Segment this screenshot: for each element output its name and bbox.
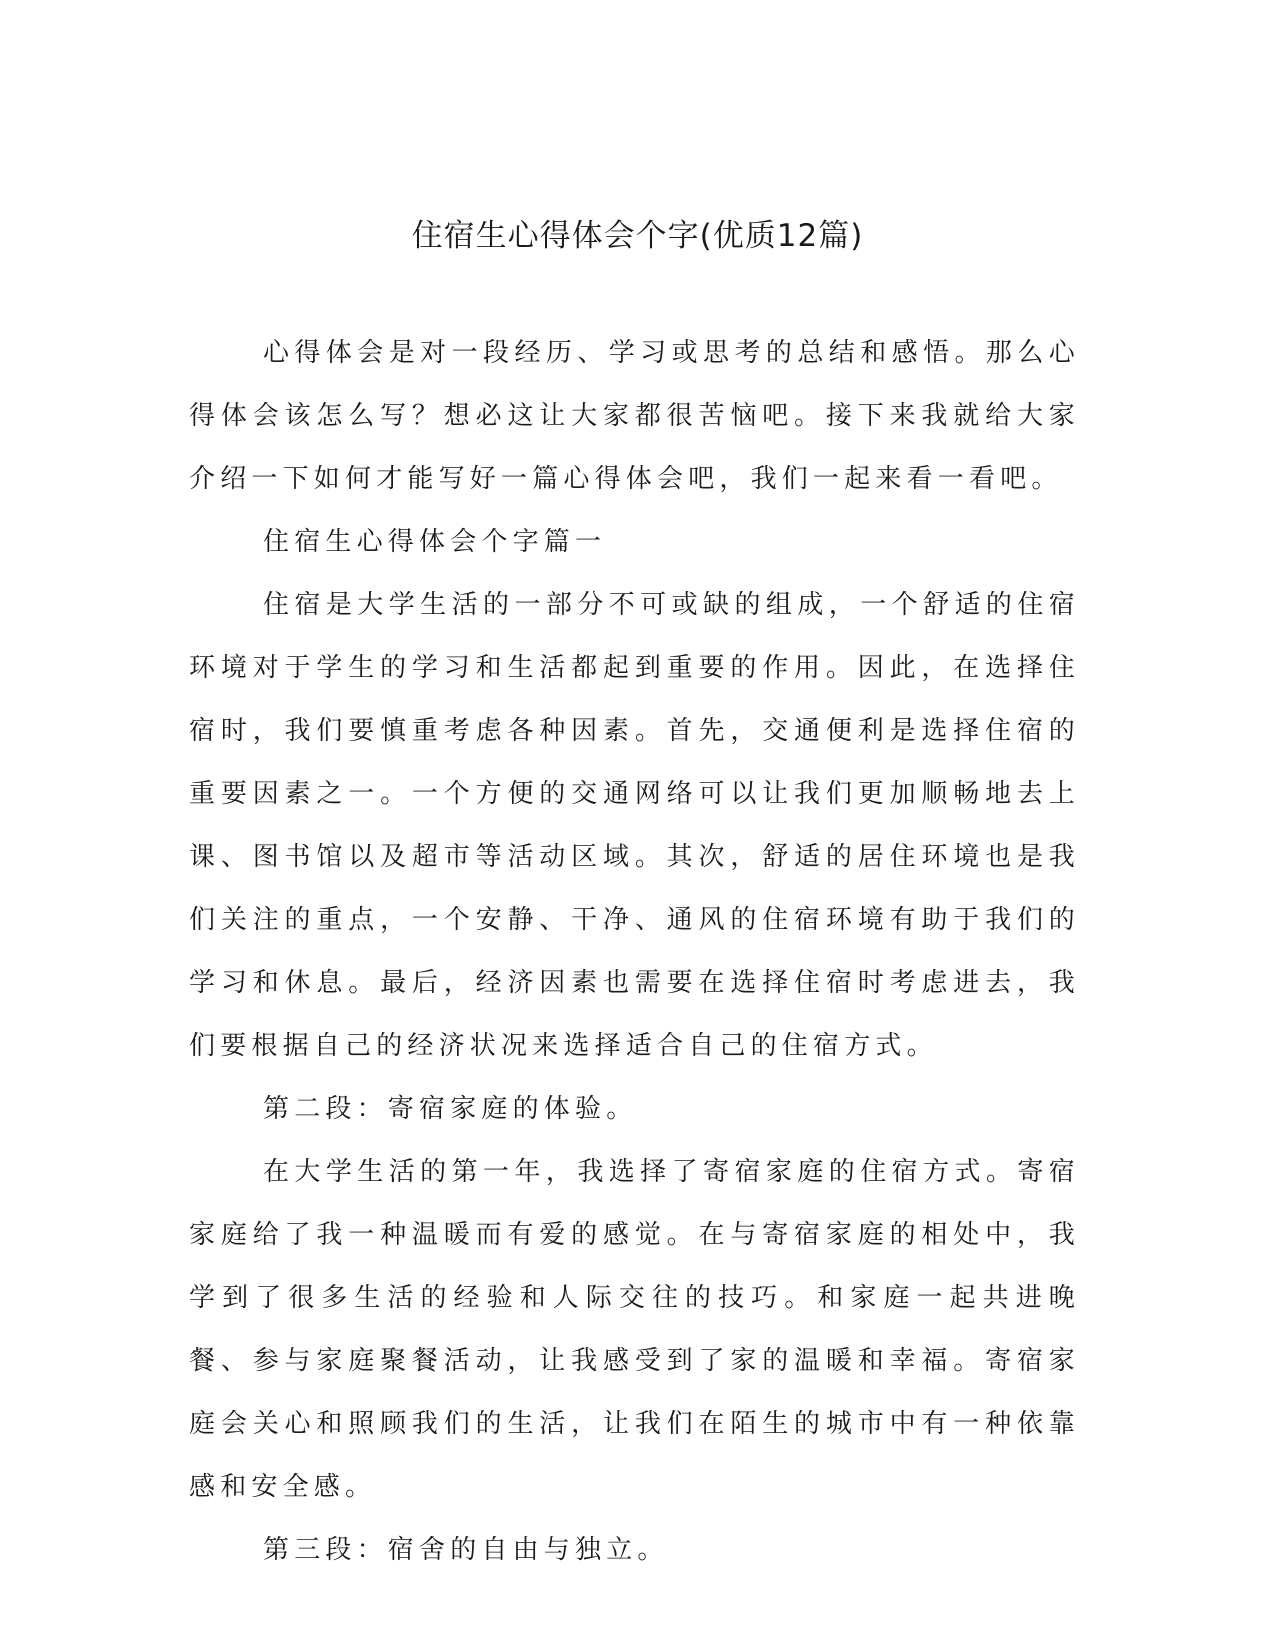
document-title: 住宿生心得体会个字(优质12篇) — [411, 218, 864, 254]
body-paragraph-homestay: 在大学生活的第一年，我选择了寄宿家庭的住宿方式。寄宿家庭给了我一种温暖而有爱的感觉。在与寄宿家庭的相处中，我学到了很多生活的经验和人际交往的技巧。和家庭一起共进晚餐、参与家庭聚餐活动，让我感受到了家的温暖和幸福。寄宿家庭会关心和照顾我们的生活，让我们在陌生的城市中有一种依靠感和安全感。 — [189, 1157, 1080, 1502]
body-paragraph-choosing-accommodation: 住宿是大学生活的一部分不可或缺的组成，一个舒适的住宿环境对于学生的学习和生活都起到重要的作用。因此，在选择住宿时，我们要慎重考虑各种因素。首先，交通便利是选择住宿的重要因素之一。一个方便的交通网络可以让我们更加顺畅地去上课、图书馆以及超市等活动区域。其次，舒适的居住环境也是我们关注的重点，一个安静、干净、通风的住宿环境有助于我们的学习和休息。最后，经济因素也需要在选择住宿时考虑进去，我们要根据自己的经济状况来选择适合自己的住宿方式。 — [189, 590, 1080, 1061]
section-heading-third-paragraph: 第三段：宿舍的自由与独立。 — [263, 1535, 669, 1565]
document-body — [189, 322, 1080, 1582]
section-heading-part-one: 住宿生心得体会个字篇一 — [263, 527, 607, 557]
intro-paragraph: 心得体会是对一段经历、学习或思考的总结和感悟。那么心得体会该怎么写？想必这让大家都很苦恼吧。接下来我就给大家介绍一下如何才能写好一篇心得体会吧，我们一起来看一看吧。 — [189, 338, 1080, 494]
section-heading-second-paragraph: 第二段：寄宿家庭的体验。 — [263, 1094, 638, 1124]
